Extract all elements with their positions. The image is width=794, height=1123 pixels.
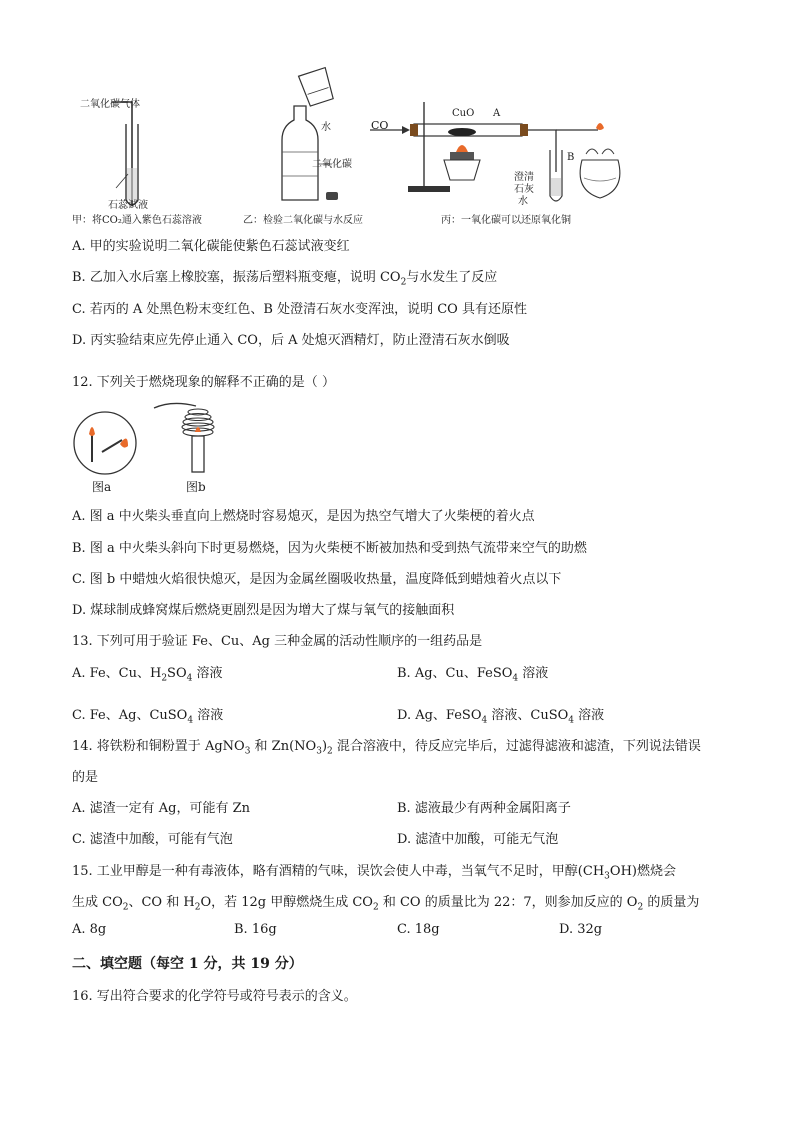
q15-line1: [72, 860, 676, 882]
q13-d-post: 溶液: [574, 708, 605, 723]
bing-label-a: A: [493, 108, 501, 119]
q13-a-mid: SO: [167, 666, 187, 681]
bing-label-limewater-2: 石灰: [514, 184, 534, 195]
q15-line2-s3: 2: [372, 902, 379, 913]
q14-option-c: C. 滤渣中加酸，可能有气泡: [72, 832, 233, 847]
q11-option-b-pre: B. 乙加入水后塞上橡胶塞，振荡后塑料瓶变瘪，说明 CO: [72, 270, 401, 285]
q13-option-d: [397, 704, 604, 726]
q15-line2: [72, 891, 699, 913]
q15-line2-a: 生成 CO: [72, 895, 123, 910]
q15-line2-s4: 2: [637, 902, 644, 913]
q13-a-sub2: 4: [186, 673, 193, 684]
q13-b-sub: 4: [512, 673, 519, 684]
q16-stem: 16. 写出符合要求的化学符号或符号表示的含义。: [72, 989, 357, 1004]
q14-stem-pre: 14. 将铁粉和铜粉置于 AgNO: [72, 739, 245, 754]
figure-b-candle-coil: [152, 398, 232, 478]
bing-label-co: CO: [371, 119, 389, 132]
q14-stem-mid: 和 Zn(NO: [250, 739, 317, 754]
q13-a-post: 溶液: [192, 666, 223, 681]
q14-stem-sub1: 3: [244, 746, 251, 757]
figure-yi-bottle: [270, 64, 380, 214]
q13-d-mid: 溶液、CuSO: [487, 708, 569, 723]
q11-option-d: D. 丙实验结束应先停止通入 CO，后 A 处熄灭酒精灯，防止澄清石灰水倒吸: [72, 333, 510, 348]
q14-option-d: D. 滤渣中加酸，可能无气泡: [397, 832, 559, 847]
q14-stem-sub2: 3: [316, 746, 322, 757]
q13-option-a: [72, 662, 223, 684]
q15-line2-e: 的质量为: [643, 895, 700, 910]
q13-d-pre: D. Ag、FeSO: [397, 708, 482, 723]
q13-c-post: 溶液: [193, 708, 224, 723]
figure-bing-co-reduction: [370, 98, 640, 210]
q13-option-b: [397, 662, 548, 684]
q15-line1-post: OH)燃烧会: [609, 864, 676, 879]
q11-option-c: C. 若丙的 A 处黑色粉末变红色、B 处澄清石灰水变浑浊，说明 CO 具有还原性: [72, 302, 527, 317]
q12-stem: 12. 下列关于燃烧现象的解释不正确的是（ ）: [72, 375, 335, 390]
q13-c-sub: 4: [187, 715, 194, 726]
bing-label-limewater-3: 水: [518, 196, 528, 207]
q15-line2-b: 、CO 和 H: [128, 895, 195, 910]
q15-line2-s1: 2: [122, 902, 129, 913]
q15-line1-pre: 15. 工业甲醇是一种有毒液体，略有酒精的气味，误饮会使人中毒，当氧气不足时，甲醇(CH: [72, 864, 605, 879]
q11-option-a: A. 甲的实验说明二氧化碳能使紫色石蕊试液变红: [72, 239, 350, 254]
q14-stem-post: 混合溶液中，待反应完毕后，过滤得滤液和滤渣，下列说法错误: [332, 739, 701, 754]
q13-c-pre: C. Fe、Ag、CuSO: [72, 708, 188, 723]
q14-option-b: B. 滤液最少有两种金属阳离子: [397, 801, 571, 816]
bing-label-cuo: CuO: [452, 108, 475, 119]
q13-d-sub1: 4: [481, 715, 488, 726]
bing-label-b: B: [567, 152, 575, 163]
q14-stem-sub3: 2: [327, 746, 333, 757]
q15-option-d: D. 32g: [559, 922, 603, 937]
bing-label-limewater-1: 澄清: [514, 172, 534, 183]
q15-option-b: B. 16g: [234, 922, 277, 937]
yi-label-co2: 二氧化碳: [312, 159, 352, 170]
caption-yi: 乙：检验二氧化碳与水反应: [243, 215, 363, 226]
q15-option-c: C. 18g: [397, 922, 440, 937]
q15-line2-s2: 2: [194, 902, 201, 913]
q14-stem-line2: 的是: [72, 770, 99, 785]
q13-option-c: [72, 704, 223, 726]
q14-stem-mid2: ): [321, 739, 328, 754]
q13-a-sub1: 2: [161, 673, 168, 684]
q13-stem: 13. 下列可用于验证 Fe、Cu、Ag 三种金属的活动性顺序的一组药品是: [72, 634, 483, 649]
q15-line1-sub: 3: [604, 871, 610, 882]
q12-option-a: A. 图 a 中火柴头垂直向上燃烧时容易熄灭，是因为热空气增大了火柴梗的着火点: [72, 509, 535, 524]
jia-label-co2-gas: 二氧化碳气体: [80, 99, 140, 110]
q12-option-d: D. 煤球制成蜂窝煤后燃烧更剧烈是因为增大了煤与氧气的接触面积: [72, 603, 455, 618]
q12-option-c: C. 图 b 中蜡烛火焰很快熄灭，是因为金属丝圈吸收热量，温度降低到蜡烛着火点以下: [72, 572, 562, 587]
q12-option-b: B. 图 a 中火柴头斜向下时更易燃烧，因为火柴梗不断被加热和受到热气流带来空气的助燃: [72, 541, 587, 556]
q14-option-a: A. 滤渣一定有 Ag，可能有 Zn: [72, 801, 251, 816]
yi-label-water: 水: [321, 122, 331, 133]
q11-option-b-post: 与水发生了反应: [406, 270, 498, 285]
q13-b-pre: B. Ag、Cu、FeSO: [397, 666, 513, 681]
figure-b-label: 图b: [186, 480, 206, 494]
q14-stem-line1: [72, 735, 701, 757]
caption-bing: 丙：一氧化碳可以还原氧化铜: [441, 215, 571, 226]
q13-b-post: 溶液: [518, 666, 549, 681]
q15-line2-d: 和 CO 的质量比为 22：7，则参加反应的 O: [378, 895, 638, 910]
figure-a-matches: [72, 410, 138, 476]
jia-label-litmus: 石蕊试液: [108, 200, 148, 211]
q11-option-b: [72, 266, 497, 288]
caption-jia: 甲：将CO₂通入紫色石蕊溶液: [72, 215, 202, 226]
q13-a-pre: A. Fe、Cu、H: [72, 666, 162, 681]
q15-option-a: A. 8g: [72, 922, 107, 937]
q13-d-sub2: 4: [568, 715, 574, 726]
q11-option-b-sub: 2: [400, 277, 407, 288]
section-fill-in-title: 二、填空题（每空 1 分，共 19 分）: [72, 956, 303, 972]
figure-a-label: 图a: [92, 480, 112, 494]
q15-line2-c: O，若 12g 甲醇燃烧生成 CO: [200, 895, 373, 910]
